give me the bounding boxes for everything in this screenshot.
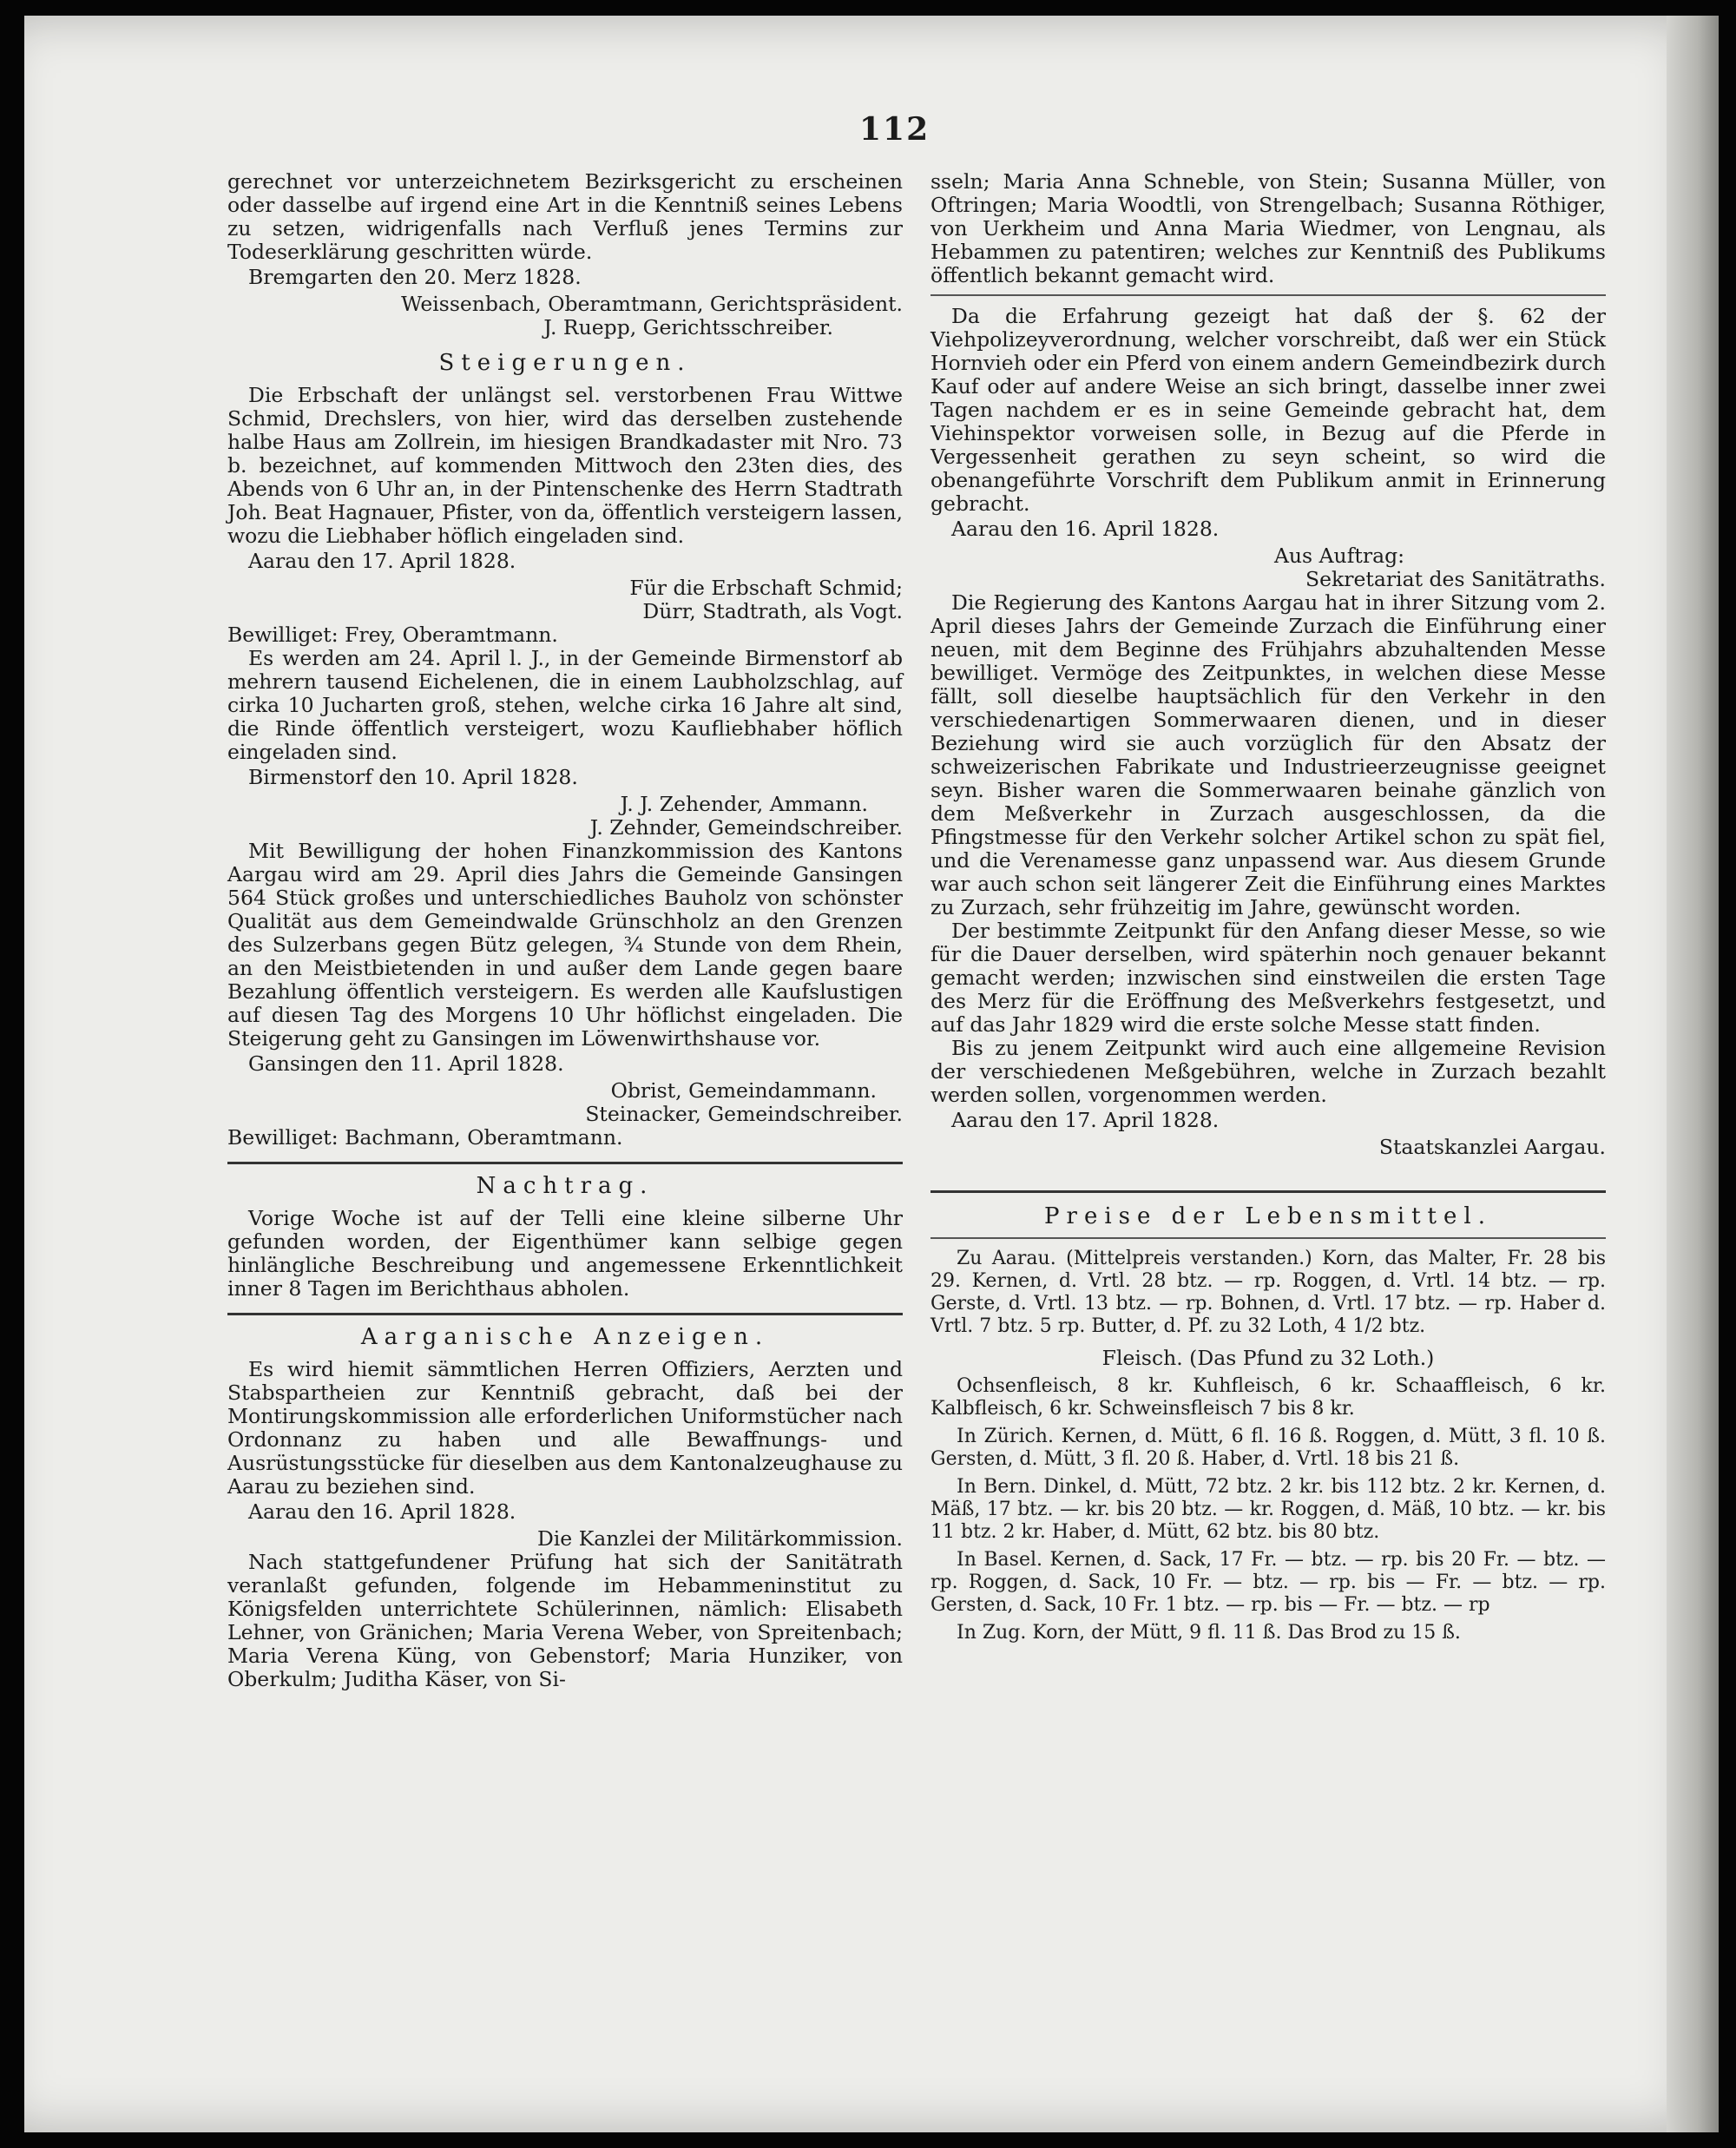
price-entry-zuerich: In Zürich. Kernen, d. Mütt, 6 fl. 16 ß. Roggen, d. Mütt, 3 fl. 10 ß. Gersten, d. Mütt, 3 fl. 20 ß. Haber, d. Vrtl. 18 bis 21 ß. — [930, 1426, 1606, 1470]
section-divider — [930, 1237, 1606, 1239]
court-notice-text: gerechnet vor unterzeichnetem Bezirksgericht zu erscheinen oder dasselbe auf irgend eine Art in die Kenntniß seines Lebens zu setzen, widrigenfalls nach Verfluß jenes Termins zur Todeserklärung geschritten würde. — [227, 169, 903, 264]
livestock-notice-date: Aarau den 16. April 1828. — [951, 517, 1220, 541]
livestock-notice-text: Da die Erfahrung gezeigt hat daß der §. 62 der Viehpolizeyverordnung, welcher vorschreibt, daß wer ein Stück Hornvieh oder ein Pferd von einem andern Gemeindbezirk durch Kauf oder auf andere Weise an sich bringt, dasselbe inner zwei Tagen nachdem er es in seine Gemeinde gebracht hat, dem Viehinspektor vorweisen solle, in Bezug auf die Pferde in Vergessenheit gerathen zu seyn scheint, so wird die obenangeführte Vorschrift dem Publikum anmit in Erinnerung gebracht. — [930, 304, 1606, 516]
livestock-notice-signature-2: Sekretariat des Sanitätraths. — [1305, 567, 1606, 591]
section-divider — [227, 1162, 903, 1164]
auction-gansingen-signature-2: Steinacker, Gemeindschreiber. — [585, 1102, 903, 1126]
price-entry-fleisch: Ochsenfleisch, 8 kr. Kuhfleisch, 6 kr. Schaaffleisch, 6 kr. Kalbfleisch, 6 kr. Schweinsfleisch 7 bis 8 kr. — [930, 1375, 1606, 1420]
price-entry-zug: In Zug. Korn, der Mütt, 9 fl. 11 ß. Das Brod zu 15 ß. — [957, 1622, 1461, 1644]
page-number: 112 — [859, 111, 930, 148]
section-divider — [930, 1190, 1606, 1193]
section-heading-preise: Preise der Lebensmittel. — [1044, 1203, 1492, 1229]
auction-schmid-approval: Bewilliget: Frey, Oberamtmann. — [227, 623, 558, 647]
livestock-notice-signature-1: Aus Auftrag: — [1273, 544, 1405, 568]
nachtrag-text: Vorige Woche ist auf der Telli eine kleine silberne Uhr gefunden worden, der Eigenthümer kann selbige gegen hinlängliche Beschreibung und angemessene Erkenntlichkeit inner 8 Tagen im Berichthaus abholen. — [227, 1206, 903, 1301]
auction-schmid-date: Aarau den 17. April 1828. — [248, 549, 516, 573]
fair-notice-paragraph-1: Die Regierung des Kantons Aargau hat in ihrer Sitzung vom 2. April dieses Jahrs der Gemeinde Zurzach die Einführung einer neuen, mit dem Beginne des Frühjahrs abzuhaltenden Messe bewilliget. Vermöge des Zeitpunktes, in welchen diese Messe fällt, soll dieselbe hauptsächlich für den Verkehr in den verschiedenartigen Sommerwaaren dienen, und in dieser Beziehung wird sie auch vorzüglich für den Absatz der schweizerischen Fabrikate und Industrieerzeugnisse geeignet seyn. Bisher waren die Sommerwaaren beinahe gänzlich von dem Meßverkehr in Zurzach ausgeschlossen, da die Pfingstmesse für den Verkehr solcher Artikel schon zu spät fiel, und die Verenamesse ganz unpassend war. Aus diesem Grunde war auch schon seit längerer Zeit die Einführung eines Marktes zu Zurzach, sehr frühzeitig im Jahre, gewünscht worden. — [930, 590, 1606, 919]
fair-notice-paragraph-2: Der bestimmte Zeitpunkt für den Anfang dieser Messe, so wie für die Dauer derselben, wird späterhin noch genauer bekannt gemacht werden; inzwischen sind einstweilen die ersten Tage des Merz für die Eröffnung des Meßverkehrs festgesetzt, und auf das Jahr 1829 wird die erste solche Messe statt finden. — [930, 919, 1606, 1037]
fair-notice-paragraph-3: Bis zu jenem Zeitpunkt wird auch eine allgemeine Revision der verschiedenen Meßgebühren, welche in Zurzach bezahlt werden sollen, vorgenommen werden. — [930, 1036, 1606, 1107]
auction-schmid-signature-1: Für die Erbschaft Schmid; — [629, 576, 903, 600]
price-subheading-fleisch: Fleisch. (Das Pfund zu 32 Loth.) — [1101, 1346, 1435, 1370]
court-notice-date: Bremgarten den 20. Merz 1828. — [248, 265, 582, 289]
midwife-notice-continued: sseln; Maria Anna Schneble, von Stein; Susanna Müller, von Oftringen; Maria Woodtli, von Strengelbach; Susanna Röthiger, von Uerkheim und Anna Maria Wiedmer, von Lengnau, als Hebammen zu patentiren; welches zur Kenntniß des Publikums öffentlich bekannt gemacht wird. — [930, 169, 1606, 287]
fair-notice-date: Aarau den 17. April 1828. — [951, 1108, 1220, 1132]
price-entry-basel: In Basel. Kernen, d. Sack, 17 Fr. — btz. — rp. bis 20 Fr. — btz. — rp. Roggen, d. Sack, 10 Fr. — btz. — rp. bis — Fr. — btz. — rp. Gersten, d. Sack, 10 Fr. 1 btz. — rp. bis — Fr. — btz. — rp — [930, 1549, 1606, 1616]
court-notice-signature-clerk: J. Ruepp, Gerichtsschreiber. — [543, 315, 833, 339]
price-entry-aarau: Zu Aarau. (Mittelpreis verstanden.) Korn, das Malter, Fr. 28 bis 29. Kernen, d. Vrtl. 28 btz. — rp. Roggen, d. Vrtl. 14 btz. — rp. Gerste, d. Vrtl. 13 btz. — rp. Bohnen, d. Vrtl. 17 btz. — rp. Haber d. Vrtl. 7 btz. 5 rp. Butter, d. Pf. zu 32 Loth, 4 1/2 btz. — [930, 1248, 1606, 1337]
military-notice-signature: Die Kanzlei der Militärkommission. — [536, 1526, 903, 1551]
auction-gansingen-date: Gansingen den 11. April 1828. — [248, 1051, 564, 1076]
military-notice-text: Es wird hiemit sämmtlichen Herren Offiziers, Aerzten und Stabspartheien zur Kenntniß gebracht, daß bei der Montirungskommission alle erforderlichen Uniformstücher nach Ordonnanz zu haben und alle Bewaffnungs- und Ausrüstungsstücke für dieselben aus dem Kantonalzeughause zu Aarau zu beziehen sind. — [227, 1357, 903, 1499]
court-notice-signature-president: Weissenbach, Oberamtmann, Gerichtspräsident. — [401, 292, 903, 316]
section-heading-anzeigen: Aarganische Anzeigen. — [360, 1324, 770, 1350]
auction-birmenstorf-text: Es werden am 24. April l. J., in der Gemeinde Birmenstorf ab mehrern tausend Eichelenen, die in einem Laubholzschlag, auf cirka 10 Jucharten groß, stehen, welche cirka 16 Jahre alt sind, die Rinde öffentlich versteigert, wozu Kaufliebhaber höflich eingeladen sind. — [227, 646, 903, 764]
auction-schmid-signature-2: Dürr, Stadtrath, als Vogt. — [642, 599, 903, 623]
fair-notice-signature: Staatskanzlei Aargau. — [1378, 1135, 1606, 1159]
price-list — [930, 1248, 1606, 1644]
section-divider — [227, 1313, 903, 1315]
auction-schmid-text: Die Erbschaft der unlängst sel. verstorbenen Frau Wittwe Schmid, Drechslers, von hier, wird das derselben zustehende halbe Haus am Zollrein, im hiesigen Brandkadaster mit Nro. 73 b. bezeichnet, auf kommenden Mittwoch den 23ten dies, des Abends von 6 Uhr an, in der Pintenschenke des Herrn Stadtrath Joh. Beat Hagnauer, Pfister, von da, öffentlich versteigern lassen, wozu die Liebhaber höflich eingeladen sind. — [227, 383, 904, 548]
left-column — [227, 170, 903, 1691]
page-edge-shadow — [1667, 16, 1719, 2132]
military-notice-date: Aarau den 16. April 1828. — [248, 1499, 516, 1524]
midwife-notice-text: Nach stattgefundener Prüfung hat sich der Sanitätrath veranlaßt gefunden, folgende im Hebammeninstitut zu Königsfelden unterrichtete Schülerinnen, nämlich: Elisabeth Lehner, von Gränichen; Maria Verena Weber, von Spreitenbach; Maria Verena Küng, von Gebenstorf; Maria Hunziker, von Oberkulm; Juditha Käser, von Si- — [227, 1550, 903, 1691]
section-divider — [930, 294, 1606, 296]
price-entry-bern: In Bern. Dinkel, d. Mütt, 72 btz. 2 kr. bis 112 btz. 2 kr. Kernen, d. Mäß, 17 btz. — kr. bis 20 btz. — kr. Roggen, d. Mäß, 10 btz. — kr. bis 11 btz. 2 kr. Haber, d. Mütt, 62 btz. bis 80 btz. — [930, 1476, 1606, 1543]
right-column — [930, 170, 1606, 1650]
section-heading-steigerungen: Steigerungen. — [438, 350, 692, 376]
auction-birmenstorf-signature-2: J. Zehnder, Gemeindschreiber. — [589, 815, 903, 840]
auction-gansingen-text: Mit Bewilligung der hohen Finanzkommission des Kantons Aargau wird am 29. April dies Jahrs die Gemeinde Gansingen 564 Stück großes und unterschiedliches Bauholz von schönster Qualität aus dem Gemeindwalde Grünschholz an den Grenzen des Sulzerbans gegen Bütz gelegen, ¾ Stunde von dem Rhein, an den Meistbietenden in und außer dem Lande gegen baare Bezahlung öffentlich versteigern. Es werden alle Kaufslustigen auf diesen Tag des Morgens 10 Uhr höflichst eingeladen. Die Steigerung geht zu Gansingen im Löwenwirthshause vor. — [227, 839, 903, 1051]
auction-gansingen-signature-1: Obrist, Gemeindammann. — [610, 1078, 877, 1103]
auction-gansingen-approval: Bewilliget: Bachmann, Oberamtmann. — [227, 1125, 623, 1150]
section-heading-nachtrag: Nachtrag. — [476, 1173, 654, 1199]
auction-birmenstorf-signature-1: J. J. Zehender, Ammann. — [620, 792, 868, 816]
auction-birmenstorf-date: Birmenstorf den 10. April 1828. — [248, 765, 578, 789]
